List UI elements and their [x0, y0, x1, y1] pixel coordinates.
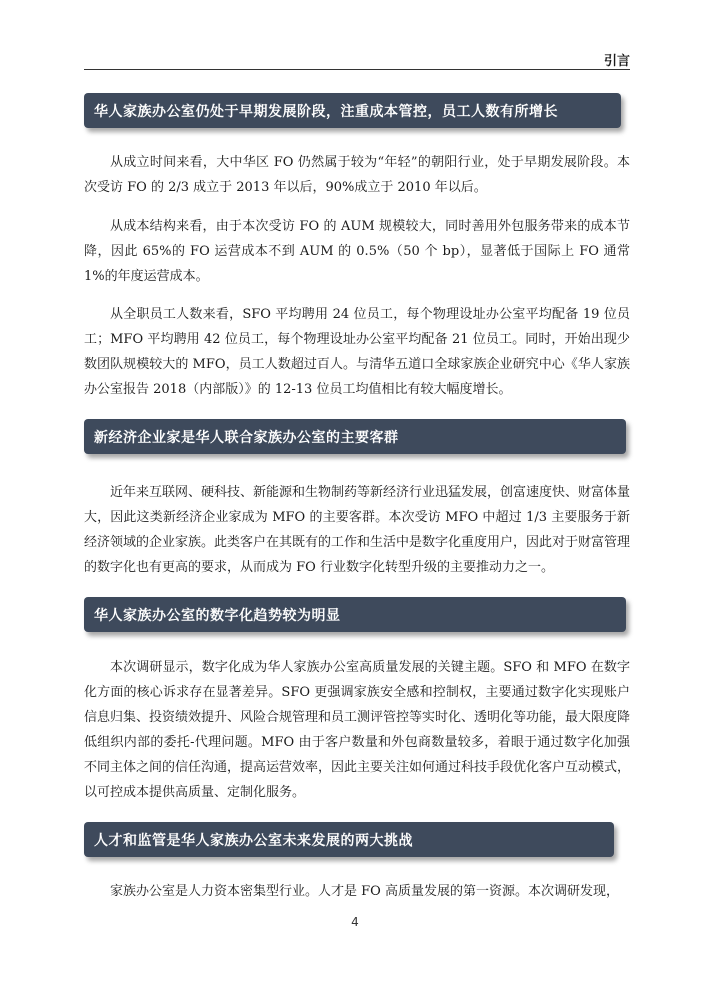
section-title-talent-regulation: 人才和监管是华人家族办公室未来发展的两大挑战 — [84, 822, 614, 857]
paragraph: 家族办公室是人力资本密集型行业。人才是 FO 高质量发展的第一资源。本次调研发现， — [110, 884, 619, 899]
header-rule — [84, 69, 630, 70]
header-label: 引言 — [603, 54, 630, 69]
page-number: 4 — [351, 915, 359, 929]
section-title-digitalization-trend: 华人家族办公室的数字化趋势较为明显 — [84, 597, 626, 632]
paragraph: 从全职员工人数来看，SFO 平均聘用 24 位员工，每个物理设址办公室平均配备 19 位员工；MFO 平均聘用 42 位员工，每个物理设址办公室平均配备 21 位员工。同时，开始出现少数团队规模较大的 MFO，员工人数超过百人。与清华五道口全球家族企业研究中心《华人家族办公室报告 2018（内部版）》的 12-13 位员工均值相比有较大幅度增长。 — [84, 307, 630, 397]
paragraph: 从成立时间来看，大中华区 FO 仍然属于较为“年轻”的朝阳行业，处于早期发展阶段。本次受访 FO 的 2/3 成立于 2013 年以后，90%成立于 2010 年以后。 — [84, 155, 630, 195]
section-title-early-stage: 华人家族办公室仍处于早期发展阶段，注重成本管控，员工人数有所增长 — [84, 93, 621, 128]
paragraph: 本次调研显示，数字化成为华人家族办公室高质量发展的关键主题。SFO 和 MFO 在数字化方面的核心诉求存在显著差异。SFO 更强调家族安全感和控制权，主要通过数字化实现账户信息归集、投资绩效提升、风险合规管理和员工测评管控等实时化、透明化等功能，最大限度降低组织内部的委托-代理问题。MFO 由于客户数量和外包商数量较多，着眼于通过数字化加强不同主体之间的信任沟通，提高运营效率，因此主要关注如何通过科技手段优化客户互动模式，以可控成本提供高质量、定制化服务。 — [84, 660, 631, 800]
paragraph: 近年来互联网、硬科技、新能源和生物制药等新经济行业迅猛发展，创富速度快、财富体量大，因此这类新经济企业家成为 MFO 的主要客群。本次受访 MFO 中超过 1/3 主要服务于新经济领域的企业家族。此类客户在其既有的工作和生活中是数字化重度用户，因此对于财富管理的数字化也有更高的要求，从而成为 FO 行业数字化转型升级的主要推动力之一。 — [84, 485, 631, 575]
paragraph: 从成本结构来看，由于本次受访 FO 的 AUM 规模较大，同时善用外包服务带来的成本节降，因此 65%的 FO 运营成本不到 AUM 的 0.5%（50 个 bp），显著低于国际上 FO 通常 1%的年度运营成本。 — [84, 219, 630, 284]
section-title-new-economy-clients: 新经济企业家是华人联合家族办公室的主要客群 — [84, 419, 626, 454]
